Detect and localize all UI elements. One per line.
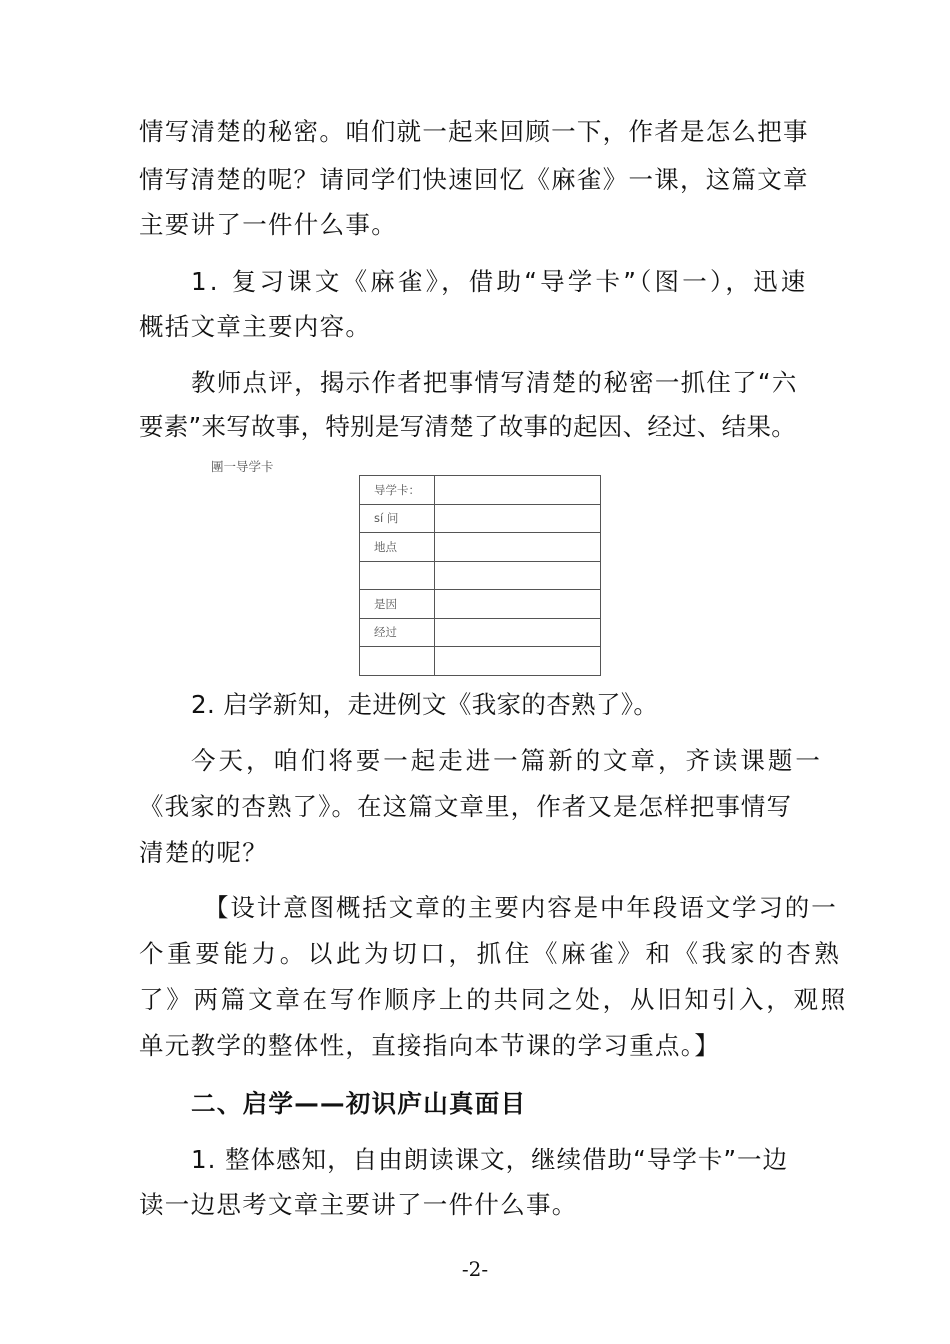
- guide-card-label: 地点: [360, 533, 435, 562]
- guide-card-row: [360, 504, 601, 533]
- step-1-line-1: 1. 复习课文《麻雀》，借助“导学卡”（图一），迅速: [191, 267, 809, 296]
- section-step-1-line-2: 读一边思考文章主要讲了一件什么事。: [139, 1190, 578, 1219]
- design-intent-line-1: 【设计意图概括文章的主要内容是中年段语文学习的一: [204, 893, 838, 922]
- guide-card-label: [360, 647, 435, 676]
- teacher-comment-line-1: 教师点评，揭示作者把事情写清楚的秘密一抓住了“六: [191, 368, 798, 397]
- guide-card-row: [360, 533, 601, 562]
- guide-card-label: 是因: [360, 590, 435, 619]
- figure-caption: 團一导学卡: [211, 459, 274, 474]
- intro-line-2: 《我家的杏熟了》。在这篇文章里，作者又是怎样把事情写: [139, 792, 793, 821]
- guide-card-blank: [435, 590, 601, 619]
- intro-line-1: 今天，咱们将要一起走进一篇新的文章，齐读课题一: [191, 746, 823, 775]
- section-step-1-line-1: 1. 整体感知，自由朗读课文，继续借助“导学卡”一边: [191, 1145, 789, 1174]
- design-intent-line-3: 了》两篇文章在写作顺序上的共同之处，从旧知引入，观照: [139, 985, 849, 1014]
- step-1-line-2: 概括文章主要内容。: [139, 312, 372, 341]
- teacher-comment-line-2: 要素”来写故事，特别是写清楚了故事的起因、经过、结果。: [139, 412, 796, 441]
- guide-card-blank: [435, 476, 601, 505]
- section-heading: 二、启学——初识庐山真面目: [191, 1089, 527, 1118]
- body-line-1: 情写清楚的秘密。咱们就一起来回顾一下，作者是怎么把事: [139, 117, 809, 146]
- design-intent-line-4: 单元教学的整体性，直接指向本节课的学习重点。】: [139, 1031, 721, 1060]
- guide-card-blank: [435, 647, 601, 676]
- guide-card-table: [359, 475, 601, 676]
- intro-line-3: 清楚的呢？: [139, 838, 268, 867]
- guide-card-row: [360, 618, 601, 647]
- body-line-2: 情写清楚的呢？请同学们快速回忆《麻雀》一课，这篇文章: [139, 165, 809, 194]
- guide-card-label: sí 问: [360, 504, 435, 533]
- guide-card-blank: [435, 533, 601, 562]
- guide-card-blank: [435, 618, 601, 647]
- guide-card-label: 经过: [360, 618, 435, 647]
- design-intent-line-2: 个重要能力。以此为切口，抓住《麻雀》和《我家的杏熟: [139, 939, 843, 968]
- guide-card-row: [360, 561, 601, 590]
- guide-card-row: [360, 590, 601, 619]
- guide-card-label: [360, 561, 435, 590]
- body-line-3: 主要讲了一件什么事。: [139, 210, 397, 239]
- guide-card-blank: [435, 504, 601, 533]
- guide-card-label: 导学卡：: [360, 476, 435, 505]
- guide-card-blank: [435, 561, 601, 590]
- step-2-heading: 2. 启学新知，走进例文《我家的杏熟了》。: [191, 690, 659, 719]
- page-number: -2-: [461, 1257, 489, 1281]
- guide-card-row: [360, 476, 601, 505]
- guide-card-row: [360, 647, 601, 676]
